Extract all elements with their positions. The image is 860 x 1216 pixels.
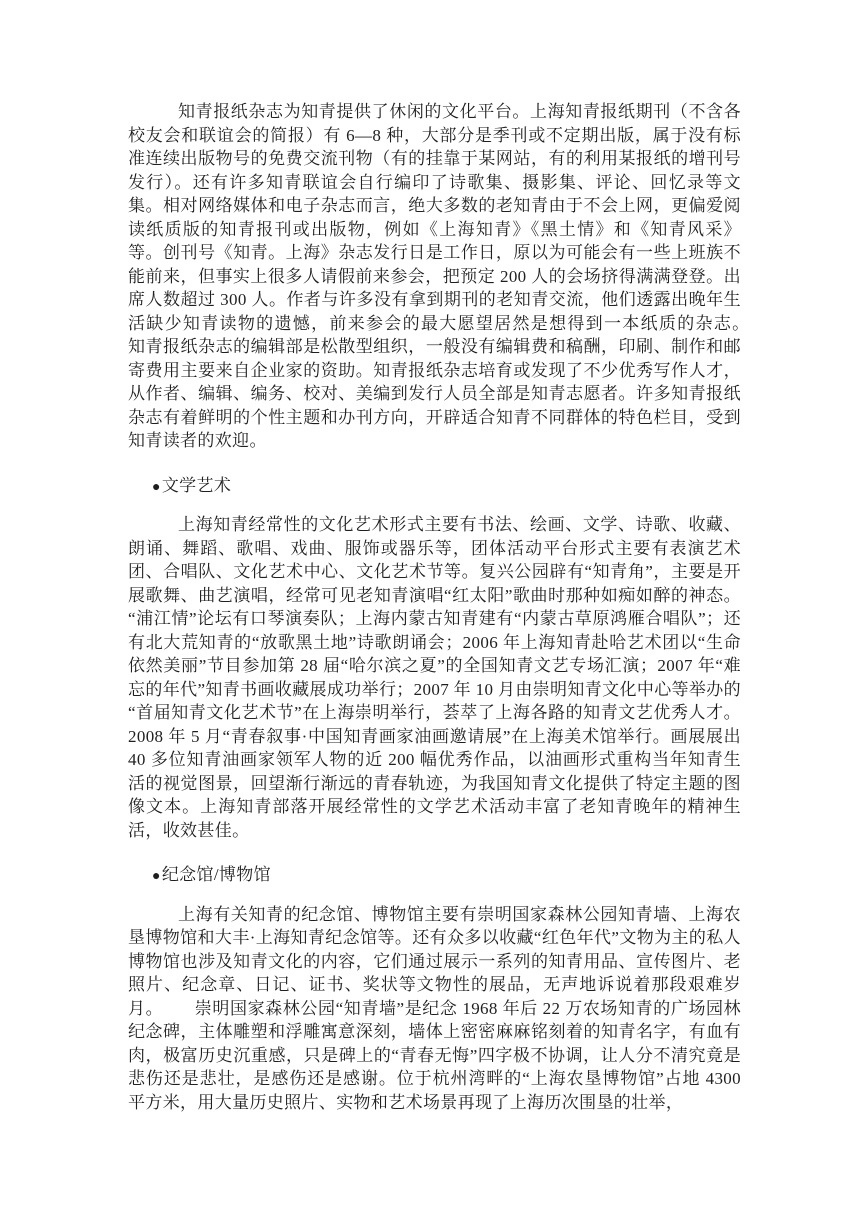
section-heading-literature-and-art xyxy=(152,474,741,500)
paragraph-literature-and-art: 上海知青经常性的文化艺术形式主要有书法、绘画、文学、诗歌、收藏、朗诵、舞蹈、歌唱、戏曲、服饰或器乐等，团体活动平台形式主要有表演艺术团、合唱队、文化艺术中心、文化艺术节等。复兴公园辟有“知青角”，主要是开展歌舞、曲艺演唱，经常可见老知青演唱“红太阳”歌曲时那种如痴如醉的神态。“浦江情”论坛有口琴演奏队；上海内蒙古知青建有“内蒙古草原鸿雁合唱队”；还有北大荒知青的“放歌黑土地”诗歌朗诵会；2006 年上海知青赴哈艺术团以“生命依然美丽”节目参加第 28 届“哈尔滨之夏”的全国知青文艺专场汇演；2007 年“难忘的年代”知青书画收藏展成功举行；2007 年 10 月由崇明知青文化中心等举办的“首届知青文化艺术节”在上海崇明举行，荟萃了上海各路的知青文艺优秀人才。2008 年 5 月“青春叙事·中国知青画家油画邀请展”在上海美术馆举行。画展展出 40 多位知青油画家领军人物的近 200 幅优秀作品，以油画形式重构当年知青生活的视觉图景，回望渐行渐远的青春轨迹，为我国知青文化提供了特定主题的图像文本。上海知青部落开展经常性的文学艺术活动丰富了老知青晚年的精神生活，收效甚佳。 xyxy=(128,515,741,840)
paragraph-memorials-museums: 上海有关知青的纪念馆、博物馆主要有崇明国家森林公园知青墙、上海农垦博物馆和大丰·上海知青纪念馆等。还有众多以收藏“红色年代”文物为主的私人博物馆也涉及知青文化的内容，它们通过展示一系列的知青用品、宣传图片、老照片、纪念章、日记、证书、奖状等文物性的展品，无声地诉说着那段艰难岁月。 崇明国家森林公园“知青墙”是纪念 1968 年后 22 万农场知青的广场园林纪念碑，主体雕塑和浮雕寓意深刻，墙体上密密麻麻铭刻着的知青名字，有血有肉，极富历史沉重感，只是碑上的“青春无悔”四字极不协调，让人分不清究竟是悲伤还是悲壮，是感伤还是感谢。位于杭州湾畔的“上海农垦博物馆”占地 4300 平方米，用大量历史照片、实物和艺术场景再现了上海历次围垦的壮举， xyxy=(128,904,741,1112)
section-heading-label-literature-and-art: 文学艺术 xyxy=(161,475,232,495)
paragraph-zhiqing-newspapers: 知青报纸杂志为知青提供了休闲的文化平台。上海知青报纸期刊（不含各校友会和联谊会的简报）有 6—8 种，大部分是季刊或不定期出版，属于没有标准连续出版物号的免费交流刊物（有的挂靠于某网站，有的利用某报纸的增刊号发行）。还有许多知青联谊会自行编印了诗歌集、摄影集、评论、回忆录等文集。相对网络媒体和电子杂志而言，绝大多数的老知青由于不会上网，更偏爱阅读纸质版的知青报刊或出版物，例如《上海知青》《黑土情》和《知青风采》等。创刊号《知青。上海》杂志发行日是工作日，原以为可能会有一些上班族不能前来，但事实上很多人请假前来参会，把预定 200 人的会场挤得满满登登。出席人数超过 300 人。作者与许多没有拿到期刊的老知青交流，他们透露出晚年生活缺少知青读物的遗憾，前来参会的最大愿望居然是想得到一本纸质的杂志。 知青报纸杂志的编辑部是松散型组织，一般没有编辑费和稿酬，印刷、制作和邮寄费用主要来自企业家的资助。知青报纸杂志培育或发现了不少优秀写作人才，从作者、编辑、编务、校对、美编到发行人员全部是知青志愿者。许多知青报纸杂志有着鲜明的个性主题和办刊方向，开辟适合知青不同群体的特色栏目，受到知青读者的欢迎。 xyxy=(128,102,794,450)
bullet-icon: ● xyxy=(152,869,161,884)
bullet-icon: ● xyxy=(152,479,161,495)
section-heading-label-memorials-museums: 纪念馆/博物馆 xyxy=(161,865,271,884)
section-heading-memorials-museums xyxy=(152,863,741,889)
